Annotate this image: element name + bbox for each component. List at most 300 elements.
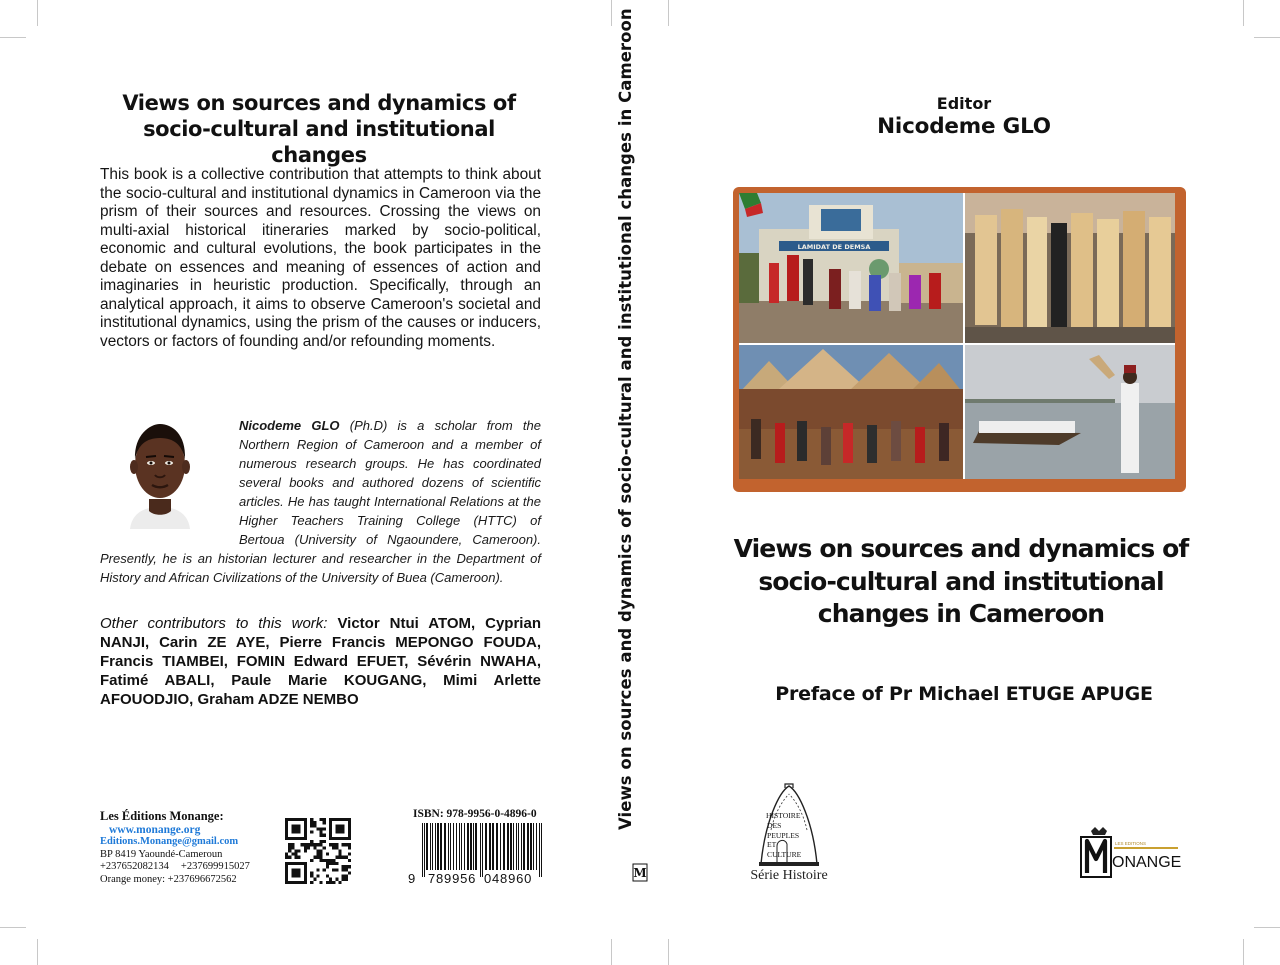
qr-module [310, 881, 313, 884]
qr-module [323, 859, 326, 862]
back-cover-title [96, 90, 542, 168]
qr-module [291, 871, 294, 874]
qr-module [310, 818, 313, 821]
qr-module [316, 849, 319, 852]
barcode-bar [456, 823, 457, 870]
barcode-bar [527, 823, 529, 870]
publisher-contact [100, 809, 270, 886]
qr-module [316, 875, 319, 878]
qr-module [298, 868, 301, 871]
qr-module [294, 875, 297, 878]
qr-module [291, 868, 294, 871]
qr-module [326, 862, 329, 865]
barcode-bar [503, 823, 505, 870]
series-logo-text: PEUPLES [767, 831, 800, 840]
qr-module [285, 878, 288, 881]
crop-mark [668, 0, 669, 26]
publisher-website[interactable]: www.monange.org [109, 824, 201, 836]
qr-module [329, 834, 332, 837]
barcode-bar [480, 823, 481, 877]
qr-module [294, 831, 297, 834]
qr-module [348, 859, 351, 862]
qr-module [294, 871, 297, 874]
qr-module [285, 871, 288, 874]
qr-module [332, 846, 335, 849]
publisher-name: Les Éditions Monange: [100, 809, 224, 823]
qr-module [345, 818, 348, 821]
barcode-bar [461, 823, 462, 870]
qr-module [285, 856, 288, 859]
barcode-bar [500, 823, 501, 870]
qr-module [294, 818, 297, 821]
barcode-bar [530, 823, 532, 870]
back-title-line: Views on sources and dynamics of [122, 91, 516, 115]
qr-module [313, 846, 316, 849]
qr-module [326, 853, 329, 856]
qr-module [310, 871, 313, 874]
qr-module [304, 831, 307, 834]
qr-module [338, 881, 341, 884]
qr-module [326, 881, 329, 884]
barcode-bar [496, 823, 498, 870]
qr-module [329, 859, 332, 862]
qr-module [291, 875, 294, 878]
author-bio-text: (Ph.D) is a scholar from the Northern Region of Cameroon and a member of numerous research groups. He has coordinated several books and authored dozens of scientific articles. He has taught International Relations at the Higher Teachers Training College (HTTC) of Bertoua (University of Ngaoundere, Cameroon). Presently, he is an historian lecturer and researcher in the Department of History and African Civilizations of the University of Buea (Cameroon). [100, 418, 541, 585]
qr-module [291, 853, 294, 856]
orange-money-number: Orange money: +237696672562 [100, 873, 237, 885]
qr-module [294, 827, 297, 830]
qr-module [326, 875, 329, 878]
qr-module [348, 821, 351, 824]
qr-module [323, 840, 326, 843]
qr-module [348, 865, 351, 868]
series-logo-text: CULTURE [767, 850, 802, 859]
qr-module [304, 824, 307, 827]
qr-module [332, 881, 335, 884]
qr-module [329, 862, 332, 865]
qr-module [310, 821, 313, 824]
qr-module [291, 881, 294, 884]
qr-module [342, 818, 345, 821]
qr-module [285, 868, 288, 871]
barcode-bar [473, 823, 474, 870]
qr-module [298, 862, 301, 865]
photo-sign-text: LAMIDAT DE DEMSA [797, 243, 871, 251]
qr-module [332, 818, 335, 821]
qr-module [298, 831, 301, 834]
qr-module [291, 827, 294, 830]
qr-module [294, 862, 297, 865]
barcode-bar [435, 823, 436, 870]
photo-canoe-ceremony [965, 345, 1175, 479]
qr-module [329, 878, 332, 881]
qr-module [291, 846, 294, 849]
isbn-barcode [408, 823, 544, 885]
qr-module [320, 818, 323, 821]
qr-module [285, 831, 288, 834]
qr-module [298, 871, 301, 874]
qr-module [335, 818, 338, 821]
publisher-phones [100, 861, 270, 873]
qr-module [301, 843, 304, 846]
qr-module [298, 849, 301, 852]
qr-module [320, 843, 323, 846]
qr-module [323, 834, 326, 837]
barcode-bar [467, 823, 469, 870]
qr-module [310, 843, 313, 846]
qr-module [348, 837, 351, 840]
qr-module [332, 862, 335, 865]
qr-module [294, 853, 297, 856]
qr-module [326, 859, 329, 862]
qr-module [298, 881, 301, 884]
barcode-bar [459, 823, 460, 870]
barcode-bar [422, 823, 423, 877]
barcode-digit-lead: 9 [408, 871, 416, 885]
qr-module [345, 856, 348, 859]
qr-module [304, 865, 307, 868]
qr-module [348, 818, 351, 821]
qr-module [304, 849, 307, 852]
front-title-line: changes in Cameroon [817, 599, 1105, 628]
monange-publisher-logo [1079, 825, 1181, 883]
barcode-bar [523, 823, 525, 870]
qr-module [338, 818, 341, 821]
front-title-line: Views on sources and dynamics of [733, 534, 1189, 563]
monange-logo-text: ONANGE [1112, 854, 1181, 871]
qr-module [285, 818, 288, 821]
qr-module [320, 834, 323, 837]
qr-module [345, 875, 348, 878]
spine-logo-letter: M [633, 866, 647, 880]
author-bio [100, 416, 541, 587]
barcode-bar [453, 823, 454, 870]
qr-module [329, 821, 332, 824]
qr-module [288, 881, 291, 884]
qr-module [313, 821, 316, 824]
qr-module [332, 868, 335, 871]
qr-module [342, 856, 345, 859]
qr-module [348, 827, 351, 830]
phone-number: +237699915027 [180, 861, 250, 873]
barcode-bar [448, 823, 449, 870]
qr-module [338, 824, 341, 827]
qr-module [294, 849, 297, 852]
qr-module [304, 834, 307, 837]
front-cover-title [730, 533, 1192, 631]
qr-module [291, 824, 294, 827]
qr-module [348, 843, 351, 846]
qr-module [320, 831, 323, 834]
qr-module [320, 840, 323, 843]
qr-module [329, 831, 332, 834]
qr-module [345, 878, 348, 881]
qr-module [329, 881, 332, 884]
qr-module [342, 878, 345, 881]
barcode-bar [521, 823, 522, 870]
qr-module [338, 856, 341, 859]
barcode-bar [513, 823, 514, 870]
crop-mark [1254, 927, 1280, 928]
qr-module [294, 856, 297, 859]
barcode-bar [518, 823, 519, 870]
photo-traditional-chiefs [965, 193, 1175, 343]
barcode-bar [541, 823, 542, 877]
qr-module [285, 837, 288, 840]
qr-module [323, 818, 326, 821]
qr-module [294, 837, 297, 840]
qr-module [285, 834, 288, 837]
barcode-bar [430, 823, 431, 870]
crop-mark [37, 0, 38, 26]
qr-module [329, 827, 332, 830]
book-blurb: This book is a collective contribution that attempts to think about the socio-cultural and institutional dynamics in Cameroon via the prism of their sources and resources. Crossing the views on multi-axial historical itineraries marked by socio-political, economic and cultural evolutions, the book participates in the debate on essences and meaning of essences of action and imaginaries in heuristic production. Specifically, through an analytical approach, it aims to observe Cameroon's societal and institutional dynamics, using the prism of the causes or inducers, vectors or factors of founding and/or refounding moments. [100, 166, 541, 350]
preface-credit: Preface of Pr Michael ETUGE APUGE [775, 683, 1153, 705]
qr-module [320, 881, 323, 884]
crop-mark [37, 939, 38, 965]
series-logo [731, 782, 851, 878]
barcode-bar [510, 823, 512, 870]
qr-module [316, 856, 319, 859]
qr-module [345, 865, 348, 868]
qr-module [304, 843, 307, 846]
qr-module [316, 827, 319, 830]
crop-mark [1243, 939, 1244, 965]
barcode-bar [440, 823, 442, 870]
qr-module [345, 868, 348, 871]
qr-module [323, 846, 326, 849]
barcode-bar [507, 823, 509, 870]
publisher-email[interactable]: Editions.Monange@gmail.com [100, 836, 239, 848]
qr-module [329, 818, 332, 821]
qr-code[interactable] [285, 818, 351, 884]
series-logo-text: ET [767, 840, 777, 849]
qr-module [329, 824, 332, 827]
qr-module [342, 875, 345, 878]
qr-module [307, 843, 310, 846]
qr-module [342, 865, 345, 868]
barcode-bar [450, 823, 451, 870]
qr-module [323, 868, 326, 871]
barcode-bar [437, 823, 439, 870]
qr-module [338, 853, 341, 856]
qr-module [342, 843, 345, 846]
qr-module [320, 827, 323, 830]
crop-mark [1243, 0, 1244, 26]
qr-module [320, 853, 323, 856]
qr-module [316, 868, 319, 871]
crop-mark [611, 0, 612, 26]
barcode-bar [475, 823, 477, 870]
qr-module [342, 868, 345, 871]
qr-module [345, 837, 348, 840]
qr-module [342, 824, 345, 827]
barcode-bar [426, 823, 428, 870]
qr-module [304, 821, 307, 824]
qr-module [294, 824, 297, 827]
qr-module [348, 871, 351, 874]
qr-module [288, 849, 291, 852]
series-logo-text: HISTOIRE [766, 811, 801, 820]
barcode-bar [444, 823, 446, 870]
barcode-bar [432, 823, 433, 870]
editor-name: Nicodeme GLO [877, 114, 1051, 139]
qr-module [285, 821, 288, 824]
qr-module [304, 881, 307, 884]
qr-module [298, 875, 301, 878]
qr-module [304, 862, 307, 865]
qr-module [320, 856, 323, 859]
qr-module [291, 837, 294, 840]
qr-module [335, 868, 338, 871]
series-logo-text: DES [767, 821, 782, 830]
qr-module [304, 878, 307, 881]
qr-module [348, 831, 351, 834]
qr-module [298, 818, 301, 821]
qr-module [326, 865, 329, 868]
qr-module [335, 843, 338, 846]
crop-mark [611, 939, 612, 965]
qr-module [338, 827, 341, 830]
barcode-bar [485, 823, 487, 870]
photo-spacer [100, 416, 239, 549]
qr-module [348, 846, 351, 849]
qr-module [335, 878, 338, 881]
qr-module [320, 849, 323, 852]
barcode-bar [533, 823, 534, 870]
qr-module [294, 868, 297, 871]
qr-module [301, 862, 304, 865]
qr-module [288, 862, 291, 865]
qr-module [313, 824, 316, 827]
phone-number: +237652082134 [100, 861, 169, 873]
qr-module [298, 824, 301, 827]
qr-module [304, 818, 307, 821]
qr-module [285, 862, 288, 865]
qr-module [310, 875, 313, 878]
qr-module [342, 831, 345, 834]
qr-module [335, 824, 338, 827]
barcode-digits-right: 048960 [484, 871, 533, 885]
qr-module [310, 824, 313, 827]
qr-module [304, 846, 307, 849]
contributors-names: Victor Ntui ATOM, Cyprian NANJI, Carin ZE AYE, Pierre Francis MEPONGO FOUDA, Francis TIAMBEI, FOMIN Edward EFUET, Sévérin NWAHA, Fatimé ABALI, Paule Marie KOUGANG, Mimi Arlette AFOUODJIO, Graham ADZE NEMBO [100, 615, 541, 708]
qr-module [301, 818, 304, 821]
qr-module [294, 881, 297, 884]
qr-module [307, 846, 310, 849]
editor-label: Editor [936, 94, 992, 113]
barcode-bar [492, 823, 494, 870]
barcode-digits-left: 789956 [428, 871, 477, 885]
qr-module [298, 856, 301, 859]
barcode-bar [464, 823, 465, 870]
qr-module [310, 831, 313, 834]
spine-publisher-logo [632, 862, 648, 882]
photo-village-dance [739, 345, 963, 479]
barcode-bar [482, 823, 483, 877]
qr-module [313, 856, 316, 859]
qr-module [288, 837, 291, 840]
barcode-bar [536, 823, 537, 870]
qr-module [316, 853, 319, 856]
qr-module [285, 875, 288, 878]
qr-module [285, 853, 288, 856]
qr-module [316, 843, 319, 846]
qr-module [288, 818, 291, 821]
barcode-bar [470, 823, 472, 870]
qr-module [304, 871, 307, 874]
qr-module [301, 837, 304, 840]
qr-module [288, 843, 291, 846]
barcode-bar [424, 823, 425, 877]
qr-module [338, 837, 341, 840]
photo-collage [739, 193, 1175, 479]
qr-module [348, 824, 351, 827]
monange-logo-tag: LES EDITIONS [1115, 841, 1147, 846]
spine-title-text: Views on sources and dynamics of socio-cultural and institutional changes in Cameroon [616, 8, 635, 830]
crop-mark [668, 939, 669, 965]
qr-module [335, 831, 338, 834]
isbn-label: ISBN: 978-9956-0-4896-0 [413, 808, 537, 820]
qr-module [288, 856, 291, 859]
qr-module [298, 827, 301, 830]
qr-module [313, 843, 316, 846]
qr-module [332, 859, 335, 862]
qr-module [329, 843, 332, 846]
photo-palace-entrance [739, 193, 963, 343]
qr-module [291, 862, 294, 865]
qr-module [304, 868, 307, 871]
qr-module [338, 831, 341, 834]
qr-module [291, 818, 294, 821]
contributors-list [100, 614, 541, 709]
qr-module [323, 827, 326, 830]
qr-module [335, 827, 338, 830]
qr-module [329, 837, 332, 840]
series-label: Série Histoire [750, 868, 828, 883]
qr-module [342, 827, 345, 830]
qr-module [338, 849, 341, 852]
qr-module [335, 846, 338, 849]
qr-module [320, 859, 323, 862]
barcode-bar [539, 823, 540, 877]
qr-module [332, 837, 335, 840]
qr-module [288, 846, 291, 849]
qr-module [310, 840, 313, 843]
front-title-line: socio-cultural and institutional [758, 566, 1164, 596]
qr-module [285, 881, 288, 884]
crop-mark [1254, 37, 1280, 38]
crop-mark [0, 37, 26, 38]
barcode-bar [489, 823, 491, 870]
qr-module [310, 859, 313, 862]
qr-module [335, 856, 338, 859]
barcode-bars [422, 823, 542, 877]
qr-module [332, 843, 335, 846]
qr-module [285, 865, 288, 868]
contributors-lead: Other contributors to this work: [100, 615, 338, 632]
qr-module [285, 827, 288, 830]
qr-module [345, 843, 348, 846]
qr-module [348, 834, 351, 837]
qr-module [291, 843, 294, 846]
qr-module [304, 875, 307, 878]
barcode-bar [516, 823, 517, 870]
qr-module [304, 827, 307, 830]
qr-module [335, 837, 338, 840]
qr-module [291, 831, 294, 834]
qr-module [298, 837, 301, 840]
